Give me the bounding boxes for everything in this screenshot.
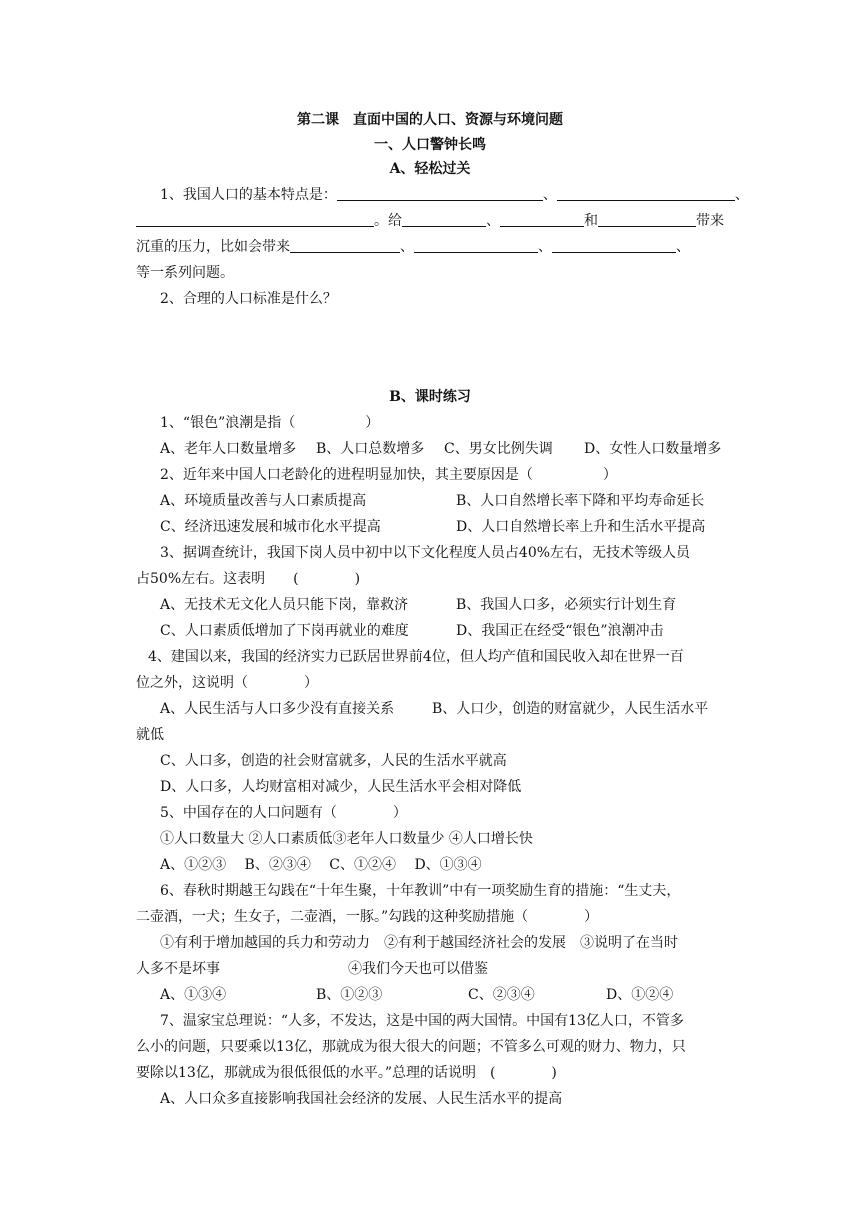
option-c: C、男女比例失调: [444, 441, 553, 457]
b-q5: 5、中国存在的人口问题有（ ）: [160, 805, 407, 821]
b-q2-options-cd: [160, 518, 740, 536]
b-q1-options: [160, 440, 740, 458]
b-q6-line2: 二壶酒，一犬；生女子，二壶酒，一豚。”勾践的这种奖励措施（ ）: [136, 909, 599, 925]
b-q4-option-b-cont: 就低: [136, 727, 164, 743]
blank[interactable]: [290, 238, 400, 253]
a-q2: 2、合理的人口标准是什么？: [160, 291, 337, 307]
a-q1-line4: 等一系列问题。: [136, 265, 234, 281]
a-q1-line3: 沉重的压力，比如会带来 、 、 、: [136, 239, 690, 255]
option-d: D、①②④: [606, 987, 674, 1003]
option-a: A、人口众多直接影响我国社会经济的发展、人民生活水平的提高: [160, 1091, 563, 1107]
blank[interactable]: [557, 186, 735, 201]
b-q5-items: ①人口数量大 ②人口素质低③老年人口数量少 ④人口增长快: [160, 831, 533, 847]
b-q3-line1: 3、据调查统计，我国下岗人员中初中以下文化程度人员占40%左右，无技术等级人员: [160, 545, 691, 561]
blank[interactable]: [500, 212, 584, 227]
b-q2: 2、近年来中国人口老龄化的进程明显加快，其主要原因是（ ）: [160, 467, 617, 483]
b-q6-options: [160, 986, 740, 1004]
b-q3-line2: 占50%左右。这表明 ( ): [136, 571, 361, 587]
option-b: B、人口少，创造的财富就少，人民生活水平: [432, 701, 709, 717]
option-b: B、我国人口多，必须实行计划生育: [456, 597, 677, 613]
b-q4-line1: 4、建国以来，我国的经济实力已跃居世界前4位，但人均产值和国民收入却在世界一百: [148, 649, 684, 665]
a-q1-line2: 。给 、 和 带来: [136, 212, 740, 230]
blank[interactable]: [414, 238, 538, 253]
option-c: C、人口多，创造的社会财富就多，人民的生活水平就高: [160, 753, 507, 769]
b-q6-line3: ①有利于增加越国的兵力和劳动力 ②有利于越国经济社会的发展 ③说明了在当时: [160, 935, 678, 951]
blank[interactable]: [402, 212, 486, 227]
b-q4-line2: 位之外，这说明（ ）: [136, 675, 318, 691]
b-q3-options-cd: [160, 622, 740, 640]
blank[interactable]: [598, 212, 696, 227]
option-a: A、人民生活与人口多少没有直接关系: [160, 701, 395, 717]
option-d: D、人口自然增长率上升和生活水平提高: [456, 519, 706, 535]
option-c: C、人口素质低增加了下岗再就业的难度: [160, 623, 409, 639]
b-q6-line4: 人多不是坏事 ④我们今天也可以借鉴: [136, 961, 488, 977]
option-a: A、无技术无文化人员只能下岗，靠救济: [160, 597, 409, 613]
b-q6-line1: 6、春秋时期越王勾践在“十年生聚，十年教训”中有一项奖励生育的措施：“生丈夫，: [160, 883, 681, 899]
a-q1-line1: 1、我国人口的基本特点是： 、 、: [160, 187, 749, 203]
option-a: A、①③④: [160, 987, 227, 1003]
option-c: C、②③④: [468, 987, 535, 1003]
b-q7-line1: 7、温家宝总理说：“人多，不发达，这是中国的两大国情。中国有13亿人口，不管多: [160, 1013, 684, 1029]
b-q7-line3: 要除以13亿，那就成为很低很低的水平。”总理的话说明 ( ): [136, 1065, 557, 1081]
b-q5-options: A、①②③ B、②③④ C、①②④ D、①③④: [160, 857, 482, 873]
option-a: A、老年人口数量增多: [160, 441, 297, 457]
blank[interactable]: [552, 238, 676, 253]
b-q4-options-ab: [160, 700, 740, 718]
option-c: C、经济迅速发展和城市化水平提高: [160, 519, 381, 535]
section-heading: 一、人口警钟长鸣: [374, 137, 486, 153]
page-title: 第二课 直面中国的人口、资源与环境问题: [297, 112, 563, 128]
b-q3-options-ab: [160, 596, 740, 614]
b-q1: 1、“银色”浪潮是指（ ）: [160, 415, 380, 431]
part-a-heading: A、轻松过关: [389, 161, 471, 177]
option-d: D、人口多，人均财富相对减少，人民生活水平会相对降低: [160, 779, 522, 795]
option-a: A、环境质量改善与人口素质提高: [160, 493, 367, 509]
b-q2-options-ab: [160, 492, 740, 510]
option-b: B、人口总数增多: [316, 441, 425, 457]
b-q7-line2: 么小的问题，只要乘以13亿，那就成为很大很大的问题；不管多么可观的财力、物力，只: [136, 1039, 686, 1055]
blank[interactable]: [337, 186, 543, 201]
part-b-heading: B、课时练习: [389, 389, 471, 405]
option-b: B、①②③: [316, 987, 383, 1003]
option-b: B、人口自然增长率下降和平均寿命延长: [456, 493, 705, 509]
option-d: D、女性人口数量增多: [584, 441, 722, 457]
option-d: D、我国正在经受“银色”浪潮冲击: [456, 623, 664, 639]
blank[interactable]: [136, 212, 374, 227]
